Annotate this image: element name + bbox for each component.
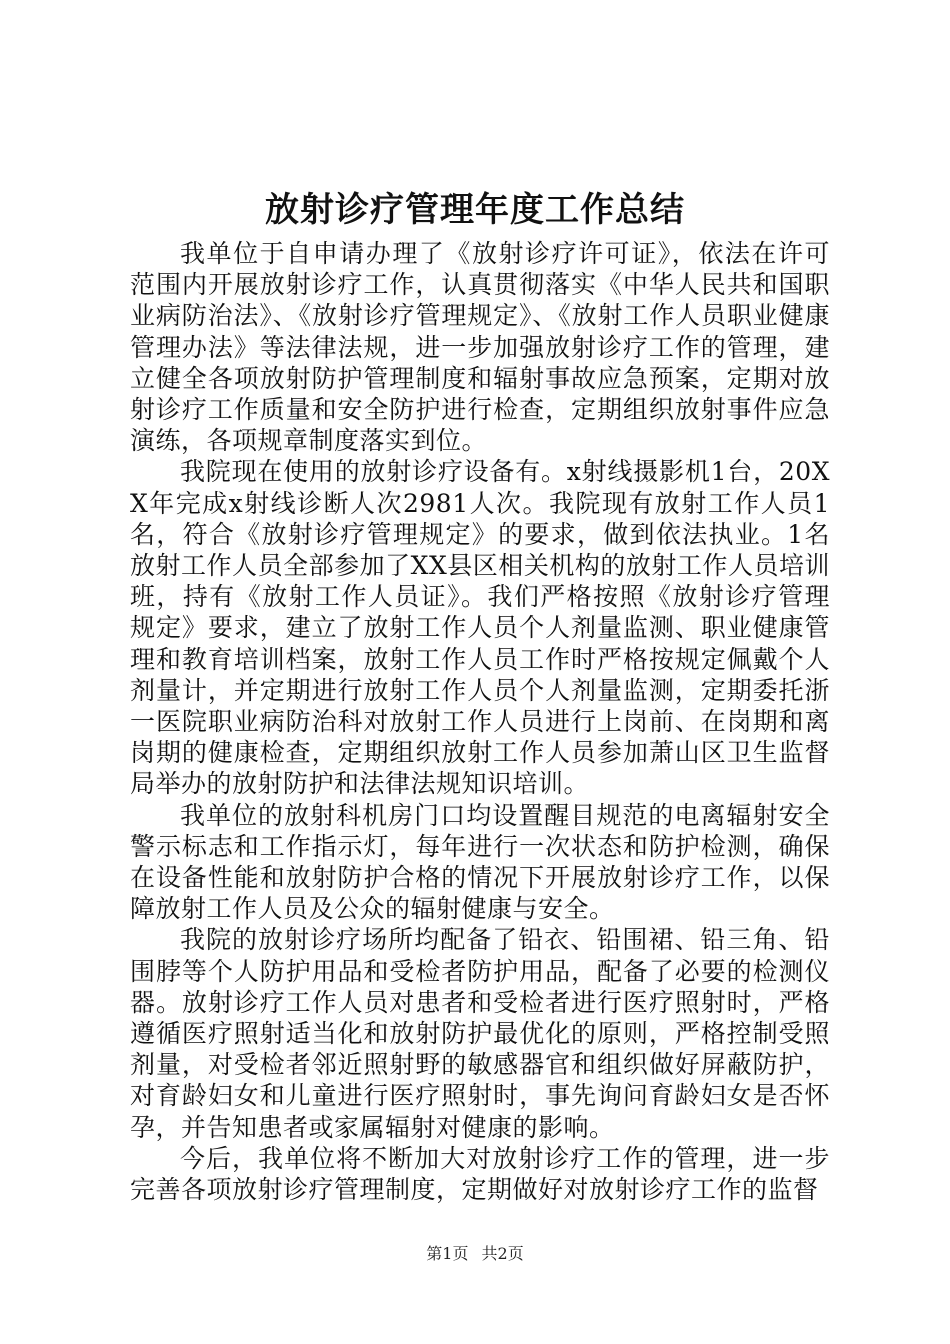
paragraph-2: 我院现在使用的放射诊疗设备有。x射线摄影机1台，20XX年完成x射线诊断人次2981人次。我院现有放射工作人员1名，符合《放射诊疗管理规定》的要求，做到依法执业。1名放射工作人员全部参加了XX县区相关机构的放射工作人员培训班，持有《放射工作人员证》。我们严格按照《放射诊疗管理规定》要求，建立了放射工作人员个人剂量监测、职业健康管理和教育培训档案，放射工作人员工作时严格按规定佩戴个人剂量计，并定期进行放射工作人员个人剂量监测，定期委托浙一医院职业病防治科对放射工作人员进行上岗前、在岗期和离岗期的健康检查，定期组织放射工作人员参加萧山区卫生监督局举办的放射防护和法律法规知识培训。 xyxy=(130,457,830,799)
document-body xyxy=(130,238,830,1205)
page-number-current: 第1页 xyxy=(426,1244,469,1263)
page-footer xyxy=(0,1243,950,1265)
paragraph-3: 我单位的放射科机房门口均设置醒目规范的电离辐射安全警示标志和工作指示灯，每年进行一次状态和防护检测，确保在设备性能和放射防护合格的情况下开展放射诊疗工作，以保障放射工作人员及公众的辐射健康与安全。 xyxy=(130,800,830,924)
paragraph-5: 今后，我单位将不断加大对放射诊疗工作的管理，进一步完善各项放射诊疗管理制度，定期做好对放射诊疗工作的监督 xyxy=(130,1143,830,1205)
paragraph-1: 我单位于自申请办理了《放射诊疗许可证》，依法在许可范围内开展放射诊疗工作，认真贯彻落实《中华人民共和国职业病防治法》、《放射诊疗管理规定》、《放射工作人员职业健康管理办法》等法律法规，进一步加强放射诊疗工作的管理，建立健全各项放射防护管理制度和辐射事故应急预案，定期对放射诊疗工作质量和安全防护进行检查，定期组织放射事件应急演练，各项规章制度落实到位。 xyxy=(130,239,830,456)
document-title: 放射诊疗管理年度工作总结 xyxy=(265,190,685,230)
page-number-total: 共2页 xyxy=(481,1244,524,1263)
paragraph-4: 我院的放射诊疗场所均配备了铅衣、铅围裙、铅三角、铅围脖等个人防护用品和受检者防护用品，配备了必要的检测仪器。放射诊疗工作人员对患者和受检者进行医疗照射时，严格遵循医疗照射适当化和放射防护最优化的原则，严格控制受照剂量，对受检者邻近照射野的敏感器官和组织做好屏蔽防护，对育龄妇女和儿童进行医疗照射时，事先询问育龄妇女是否怀孕，并告知患者或家属辐射对健康的影响。 xyxy=(130,925,830,1142)
